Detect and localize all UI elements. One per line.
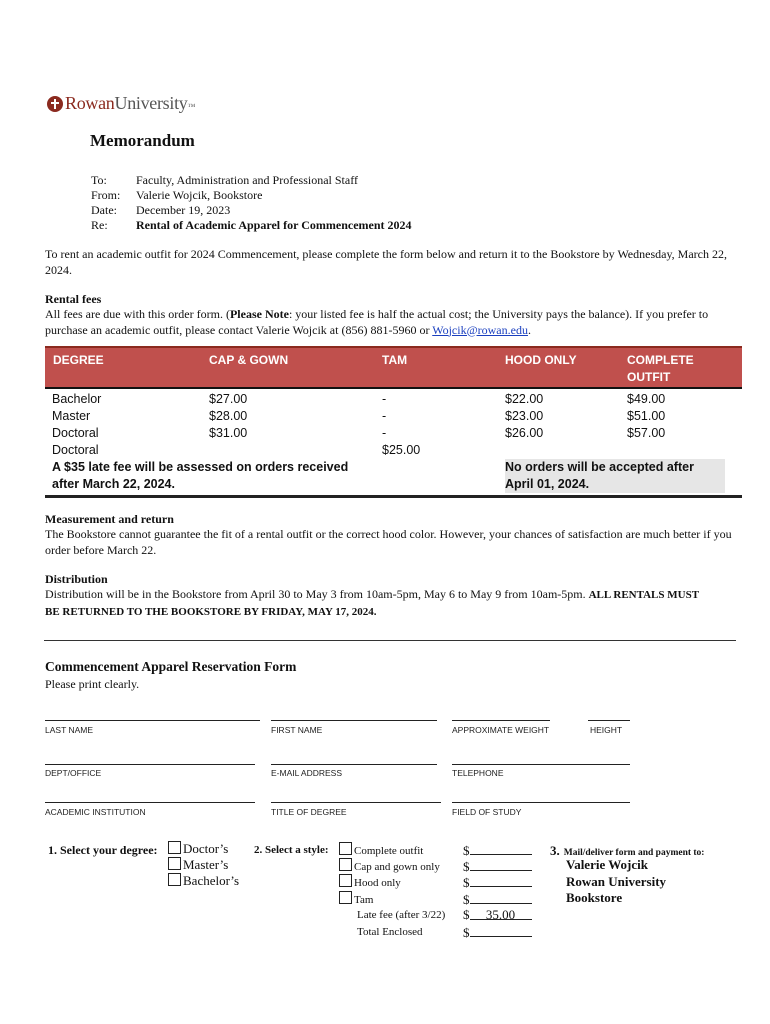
fee-table bbox=[45, 346, 742, 498]
memo-from-value: Valerie Wojcik, Bookstore bbox=[136, 188, 263, 202]
institution-field[interactable] bbox=[45, 802, 255, 803]
table-cell: Doctoral bbox=[52, 426, 99, 440]
memo-re-value: Rental of Academic Apparel for Commencement 2024 bbox=[136, 218, 412, 232]
select-style-label: 2. Select a style: bbox=[254, 844, 329, 856]
table-cell: $26.00 bbox=[505, 426, 544, 440]
form-title: Commencement Apparel Reservation Form bbox=[45, 659, 297, 674]
fee-table-body bbox=[45, 389, 742, 498]
divider bbox=[44, 640, 736, 641]
col-hood-only: HOOD ONLY bbox=[505, 353, 577, 367]
memo-from-label: From: bbox=[91, 188, 121, 202]
distribution-text: Distribution will be in the Bookstore from April 30 to May 3 from 10am-5pm, May 6 to May 9 from 10am-5pm. ALL RENTALS MUST BE RETURNED TO THE BOOKSTORE BY FRIDAY, MAY 17, 2024. bbox=[45, 587, 699, 618]
rowan-logo bbox=[47, 93, 195, 114]
measurement-heading: Measurement and return bbox=[45, 512, 174, 526]
style-option-cap-gown[interactable]: Cap and gown only bbox=[339, 858, 440, 876]
measurement-text: The Bookstore cannot guarantee the fit of a rental outfit or the correct hood color. However, your chances of satisfaction are much better if you order before March 22. bbox=[45, 527, 732, 557]
deadline-note: No orders will be accepted after April 01, 2024. bbox=[505, 459, 725, 493]
height-field[interactable] bbox=[588, 720, 630, 721]
degree-option-doctors[interactable]: Doctor’s bbox=[168, 841, 228, 857]
rowan-torch-icon bbox=[47, 96, 63, 112]
amount-late-fee: $ 35.00 bbox=[463, 907, 532, 924]
table-cell: $51.00 bbox=[627, 409, 666, 423]
late-fee-label: Late fee (after 3/22) bbox=[357, 909, 446, 921]
col-tam: TAM bbox=[382, 353, 408, 367]
mail-to-label: 3. Mail/deliver form and payment to: bbox=[550, 843, 705, 858]
email-link[interactable]: Wojcik@rowan.edu bbox=[432, 322, 528, 337]
table-cell: Bachelor bbox=[52, 392, 102, 406]
amount-complete[interactable]: $ bbox=[463, 842, 532, 860]
style-option-hood[interactable]: Hood only bbox=[339, 874, 401, 892]
checkbox[interactable] bbox=[339, 874, 352, 887]
select-degree-label: 1. Select your degree: bbox=[48, 843, 158, 857]
telephone-field[interactable] bbox=[452, 764, 630, 765]
field-study-label: FIELD OF STUDY bbox=[452, 807, 522, 817]
telephone-label: TELEPHONE bbox=[452, 768, 504, 778]
first-name-label: FIRST NAME bbox=[271, 725, 323, 735]
table-cell: $23.00 bbox=[505, 409, 544, 423]
distribution-heading: Distribution bbox=[45, 572, 108, 586]
checkbox[interactable] bbox=[168, 857, 181, 870]
degree-option-masters[interactable]: Master’s bbox=[168, 857, 228, 873]
title-degree-label: TITLE OF DEGREE bbox=[271, 807, 347, 817]
memo-intro: To rent an academic outfit for 2024 Commencement, please complete the form below and return it to the Bookstore by Wednesday, March 22, 2024. bbox=[45, 247, 727, 277]
email-label: E-MAIL ADDRESS bbox=[271, 768, 343, 778]
height-label: HEIGHT bbox=[590, 725, 623, 735]
memo-to-value: Faculty, Administration and Professional Staff bbox=[136, 173, 358, 187]
table-cell: $49.00 bbox=[627, 392, 666, 406]
memo-re-label: Re: bbox=[91, 218, 108, 232]
memo-to-label: To: bbox=[91, 173, 107, 187]
table-cell: $31.00 bbox=[209, 426, 248, 440]
table-cell: $25.00 bbox=[382, 443, 421, 457]
checkbox[interactable] bbox=[339, 842, 352, 855]
institution-label: ACADEMIC INSTITUTION bbox=[45, 807, 146, 817]
logo-wordmark: RowanUniversity™ bbox=[65, 93, 196, 113]
form-subtitle: Please print clearly. bbox=[45, 677, 140, 691]
checkbox[interactable] bbox=[339, 858, 352, 871]
checkbox[interactable] bbox=[339, 891, 352, 904]
last-name-label: LAST NAME bbox=[45, 725, 94, 735]
checkbox[interactable] bbox=[168, 841, 181, 854]
memo-date-value: December 19, 2023 bbox=[136, 203, 231, 217]
col-cap-gown: CAP & GOWN bbox=[209, 353, 289, 367]
col-degree: DEGREE bbox=[53, 353, 104, 367]
table-cell: Doctoral bbox=[52, 443, 99, 457]
col-complete-outfit: COMPLETE OUTFIT bbox=[627, 353, 694, 384]
table-cell: Master bbox=[52, 409, 91, 423]
rental-fees-heading: Rental fees bbox=[45, 292, 102, 306]
total-enclosed-label: Total Enclosed bbox=[357, 926, 423, 938]
table-cell: - bbox=[382, 426, 387, 440]
amount-hood[interactable]: $ bbox=[463, 874, 532, 892]
amount-cap-gown[interactable]: $ bbox=[463, 858, 532, 876]
memo-title: Memorandum bbox=[90, 131, 195, 150]
weight-field[interactable] bbox=[452, 720, 550, 721]
style-option-complete[interactable]: Complete outfit bbox=[339, 842, 423, 860]
table-cell: - bbox=[382, 409, 387, 423]
checkbox[interactable] bbox=[168, 873, 181, 886]
amount-total[interactable]: $ bbox=[463, 924, 532, 942]
rental-fees-text: All fees are due with this order form. (Please Note: your listed fee is half the actual cost; the University pays the balance). If you prefer to purchase an academic outfit, please contact Valerie Wojcik at (856) 881-5960 or Wojcik@rowan.edu. bbox=[45, 307, 709, 337]
mail-to-address: Valerie Wojcik Rowan University Bookstore bbox=[566, 857, 667, 905]
first-name-field[interactable] bbox=[271, 720, 437, 721]
weight-label: APPROXIMATE WEIGHT bbox=[452, 725, 550, 735]
email-field[interactable] bbox=[271, 764, 437, 765]
late-fee-note: A $35 late fee will be assessed on orders received after March 22, 2024. bbox=[52, 460, 349, 491]
degree-option-bachelors[interactable]: Bachelor’s bbox=[168, 873, 239, 889]
amount-tam[interactable]: $ bbox=[463, 891, 532, 909]
fee-table-header bbox=[45, 346, 742, 389]
table-cell: $57.00 bbox=[627, 426, 666, 440]
field-study-field[interactable] bbox=[452, 802, 630, 803]
table-cell: $27.00 bbox=[209, 392, 248, 406]
dept-label: DEPT/OFFICE bbox=[45, 768, 102, 778]
table-cell: $28.00 bbox=[209, 409, 248, 423]
memo-date-label: Date: bbox=[91, 203, 117, 217]
table-cell: - bbox=[382, 392, 387, 406]
title-degree-field[interactable] bbox=[271, 802, 441, 803]
table-cell: $22.00 bbox=[505, 392, 544, 406]
last-name-field[interactable] bbox=[45, 720, 260, 721]
style-option-tam[interactable]: Tam bbox=[339, 891, 373, 909]
dept-field[interactable] bbox=[45, 764, 255, 765]
